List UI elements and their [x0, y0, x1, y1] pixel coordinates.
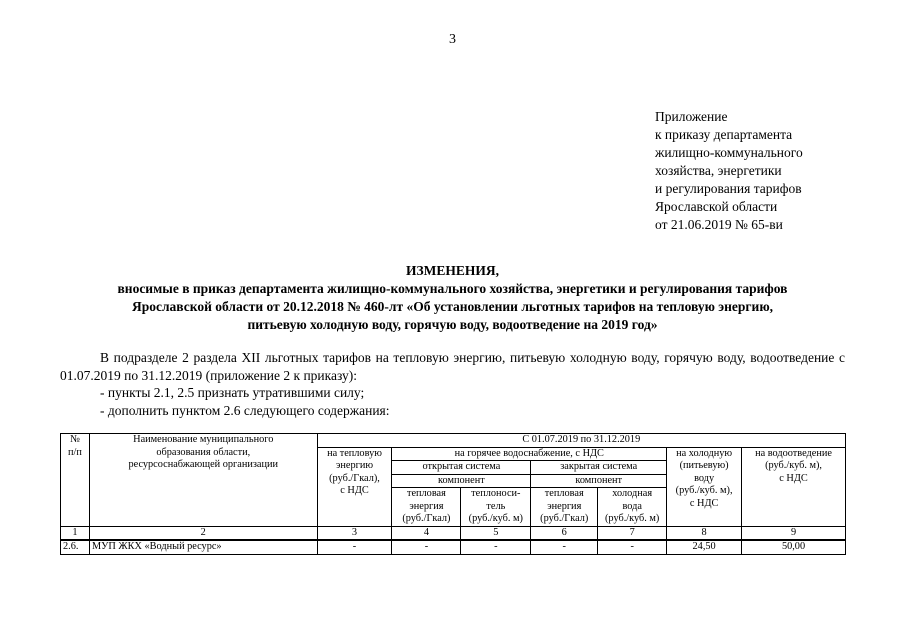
- header-num: № п/п: [61, 434, 90, 527]
- col-number: 8: [667, 526, 742, 540]
- appendix-line: Ярославской области: [655, 199, 778, 214]
- header-open-heat: тепловая энергия (руб./Гкал): [392, 488, 461, 527]
- title-heading: ИЗМЕНЕНИЯ,: [405, 263, 499, 278]
- cell-name: МУП ЖКХ «Водный ресурс»: [89, 540, 317, 554]
- col-number: 4: [392, 526, 461, 540]
- appendix-line: Приложение: [655, 109, 728, 124]
- col-number: 1: [61, 526, 90, 540]
- title-line: питьевую холодную воду, горячую воду, водоотведение на 2019 год»: [247, 317, 658, 332]
- col-number: 6: [531, 526, 598, 540]
- appendix-line: к приказу департамента: [655, 127, 793, 142]
- appendix-line: хозяйства, энергетики: [655, 163, 782, 178]
- appendix-line: от 21.06.2019 № 65-ви: [655, 217, 783, 232]
- col-number: 3: [317, 526, 392, 540]
- table-row: [61, 540, 846, 554]
- body-item: - пункты 2.1, 2.5 признать утратившими силу;: [100, 385, 365, 400]
- appendix-block: [655, 108, 803, 234]
- col-number: 5: [461, 526, 531, 540]
- header-cold-water: на холодную (питьевую) воду (руб./куб. м), с НДС: [667, 447, 742, 526]
- cell-value: -: [317, 540, 392, 554]
- body-text: [60, 349, 845, 419]
- cell-value: -: [392, 540, 461, 554]
- page-number: 3: [449, 32, 456, 47]
- title-line: вносимые в приказ департамента жилищно-коммунального хозяйства, энергетики и регулирования тарифов: [117, 281, 788, 296]
- header-open-component: компонент: [392, 474, 531, 488]
- cell-value: -: [461, 540, 531, 554]
- title-line: Ярославской области от 20.12.2018 № 460-лт «Об установлении льготных тарифов на тепловую энергию,: [131, 299, 774, 314]
- cell-value: 24,50: [667, 540, 742, 554]
- cell-value: -: [531, 540, 598, 554]
- header-closed-cold: холодная вода (руб./куб. м): [598, 488, 667, 527]
- cell-value: 50,00: [742, 540, 846, 554]
- body-paragraph: В подразделе 2 раздела XII льготных тарифов на тепловую энергию, питьевую холодную воду, горячую воду, водоотведение с 01.07.2019 по 31.12.2019 (приложение 2 к приказу):: [60, 350, 845, 383]
- header-period: С 01.07.2019 по 31.12.2019: [317, 434, 845, 448]
- header-name: Наименование муниципального образования области, ресурсоснабжающей организации: [89, 434, 317, 527]
- header-closed-heat: тепловая энергия (руб./Гкал): [531, 488, 598, 527]
- col-number: 9: [742, 526, 846, 540]
- header-closed-system: закрытая система: [531, 461, 667, 475]
- header-closed-component: компонент: [531, 474, 667, 488]
- body-item: - дополнить пунктом 2.6 следующего содержания:: [100, 402, 390, 418]
- header-open-system: открытая система: [392, 461, 531, 475]
- appendix-line: и регулирования тарифов: [655, 181, 802, 196]
- header-wastewater: на водоотведение (руб./куб. м), с НДС: [742, 447, 846, 526]
- header-hot-water: на горячее водоснабжение, с НДС: [392, 447, 667, 461]
- cell-value: -: [598, 540, 667, 554]
- column-number-row: [61, 526, 846, 540]
- tariff-table: [60, 433, 846, 555]
- header-heat: на тепловую энергию (руб./Гкал), с НДС: [317, 447, 392, 526]
- header-open-carrier: теплоноси- тель (руб./куб. м): [461, 488, 531, 527]
- col-number: 2: [89, 526, 317, 540]
- document-title: [60, 262, 845, 334]
- cell-num: 2.6.: [61, 540, 90, 554]
- col-number: 7: [598, 526, 667, 540]
- appendix-line: жилищно-коммунального: [655, 145, 803, 160]
